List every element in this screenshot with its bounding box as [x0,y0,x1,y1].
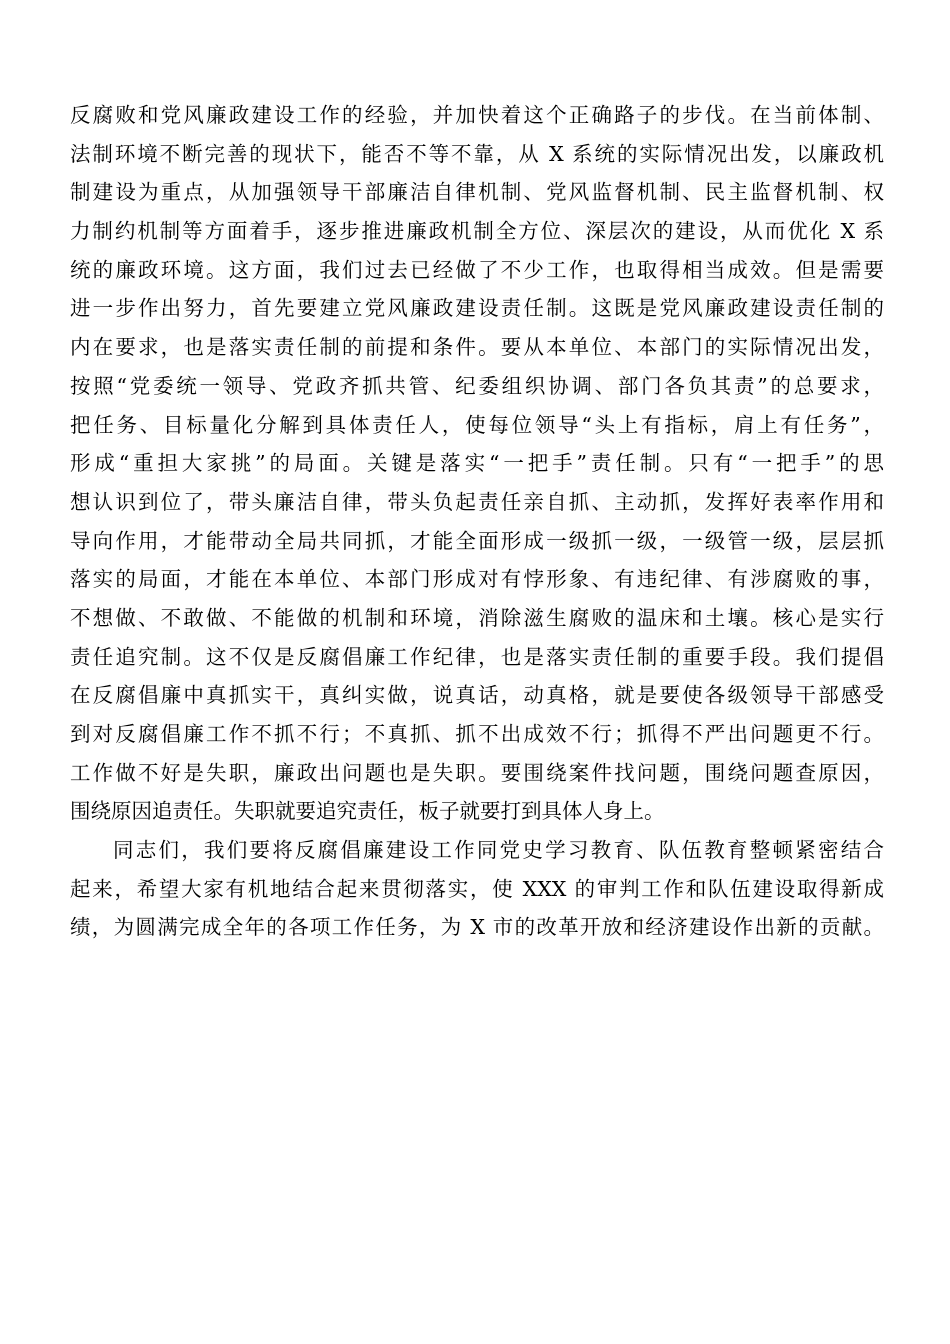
text-line: 制建设为重点，从加强领导干部廉洁自律机制、党风监督机制、民主监督机制、权 [70,180,884,205]
text-line: 进一步作出努力，首先要建立党风廉政建设责任制。这既是党风廉政建设责任制的 [70,296,884,321]
text-line: 工作做不好是失职，廉政出问题也是失职。要围绕案件找问题，围绕问题查原因， [70,760,884,785]
text-line: 起来，希望大家有机地结合起来贯彻落实，使 XXX 的审判工作和队伍建设取得新成 [70,876,884,901]
paragraph-2 [70,831,884,947]
document-page [70,96,884,947]
text-line: 责任追究制。这不仅是反腐倡廉工作纪律，也是落实责任制的重要手段。我们提倡 [70,644,884,669]
text-line: 统的廉政环境。这方面，我们过去已经做了不少工作，也取得相当成效。但是需要 [70,257,884,282]
text-line: 形成“重担大家挑”的局面。关键是落实“一把手”责任制。只有“一把手”的思 [70,451,884,476]
text-line: 导向作用，才能带动全局共同抓，才能全面形成一级抓一级，一级管一级，层层抓 [70,528,884,553]
text-line: 按照“党委统一领导、党政齐抓共管、纪委组织协调、部门各负其责”的总要求， [70,373,884,398]
text-line: 力制约机制等方面着手，逐步推进廉政机制全方位、深层次的建设，从而优化 X 系 [70,219,884,244]
text-line: 绩，为圆满完成全年的各项工作任务，为 X 市的改革开放和经济建设作出新的贡献。 [70,915,884,940]
text-line: 法制环境不断完善的现状下，能否不等不靠，从 X 系统的实际情况出发，以廉政机 [70,141,884,166]
text-line: 反腐败和党风廉政建设工作的经验，并加快着这个正确路子的步伐。在当前体制、 [70,103,884,127]
text-line: 在反腐倡廉中真抓实干，真纠实做，说真话，动真格，就是要使各级领导干部感受 [70,683,884,708]
text-line: 不想做、不敢做、不能做的机制和环境，消除滋生腐败的温床和土壤。核心是实行 [70,605,884,630]
text-line: 到对反腐倡廉工作不抓不行；不真抓、抓不出成效不行；抓得不严出问题更不行。 [70,722,884,746]
text-line: 围绕原因追责任。失职就要追究责任，板子就要打到具体人身上。 [70,799,665,824]
text-line: 内在要求，也是落实责任制的前提和条件。要从本单位、本部门的实际情况出发， [70,335,884,360]
text-line: 同志们，我们要将反腐倡廉建设工作同党史学习教育、队伍教育整顿紧密结合 [113,838,884,863]
text-line: 落实的局面，才能在本单位、本部门形成对有悖形象、有违纪律、有涉腐败的事， [70,567,884,592]
text-line: 把任务、目标量化分解到具体责任人，使每位领导“头上有指标，肩上有任务”， [70,412,884,437]
paragraph-1 [70,96,884,831]
text-line: 想认识到位了，带头廉洁自律，带头负起责任亲自抓、主动抓，发挥好表率作用和 [70,489,884,514]
